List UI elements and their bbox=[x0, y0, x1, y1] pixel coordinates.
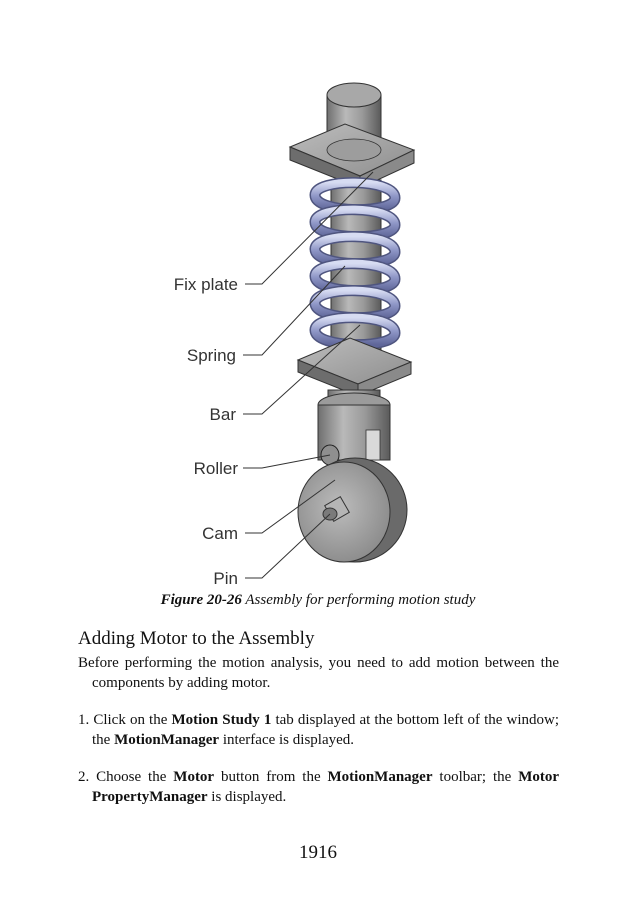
figure-caption-text: Assembly for performing motion study bbox=[241, 592, 476, 608]
callout-cam: Cam bbox=[202, 524, 238, 543]
step-2-text-d: is displayed. bbox=[207, 789, 287, 805]
step-1-text-b: tab displayed at the bottom left of the window; the bbox=[92, 712, 560, 748]
step-2-text-a: 2. Choose the bbox=[78, 769, 174, 785]
callout-pin: Pin bbox=[213, 569, 238, 588]
spring bbox=[315, 183, 395, 345]
step-2-text-b: button from the bbox=[214, 769, 328, 785]
intro-paragraph: Before performing the motion analysis, you need to add motion between the components by adding motor. bbox=[78, 655, 559, 691]
cam bbox=[298, 458, 407, 562]
step-1-bold-b: MotionManager bbox=[114, 732, 220, 748]
step-2-bold-b: MotionManager bbox=[327, 769, 433, 785]
step-2 bbox=[78, 767, 559, 807]
step-1-text-c: interface is displayed. bbox=[219, 732, 355, 748]
step-2-text-c: toolbar; the bbox=[432, 769, 519, 785]
step-1-bold-a: Motion Study 1 bbox=[171, 712, 272, 728]
roller-fork bbox=[318, 390, 390, 465]
figure-caption-label: Figure 20-26 bbox=[160, 592, 242, 608]
step-1 bbox=[78, 710, 559, 750]
figure-caption bbox=[0, 592, 636, 609]
step-2-bold-c: Motor PropertyManager bbox=[92, 769, 559, 805]
callout-spring: Spring bbox=[186, 346, 236, 365]
lower-plate bbox=[298, 338, 411, 396]
section-heading: Adding Motor to the Assembly bbox=[78, 628, 315, 649]
callout-roller: Roller bbox=[193, 459, 238, 478]
callout-bar: Bar bbox=[209, 405, 236, 424]
step-1-text-a: 1. Click on the bbox=[78, 712, 172, 728]
step-2-bold-a: Motor bbox=[173, 769, 215, 785]
page-number: 1916 bbox=[299, 842, 337, 863]
callout-fix-plate: Fix plate bbox=[173, 275, 238, 294]
